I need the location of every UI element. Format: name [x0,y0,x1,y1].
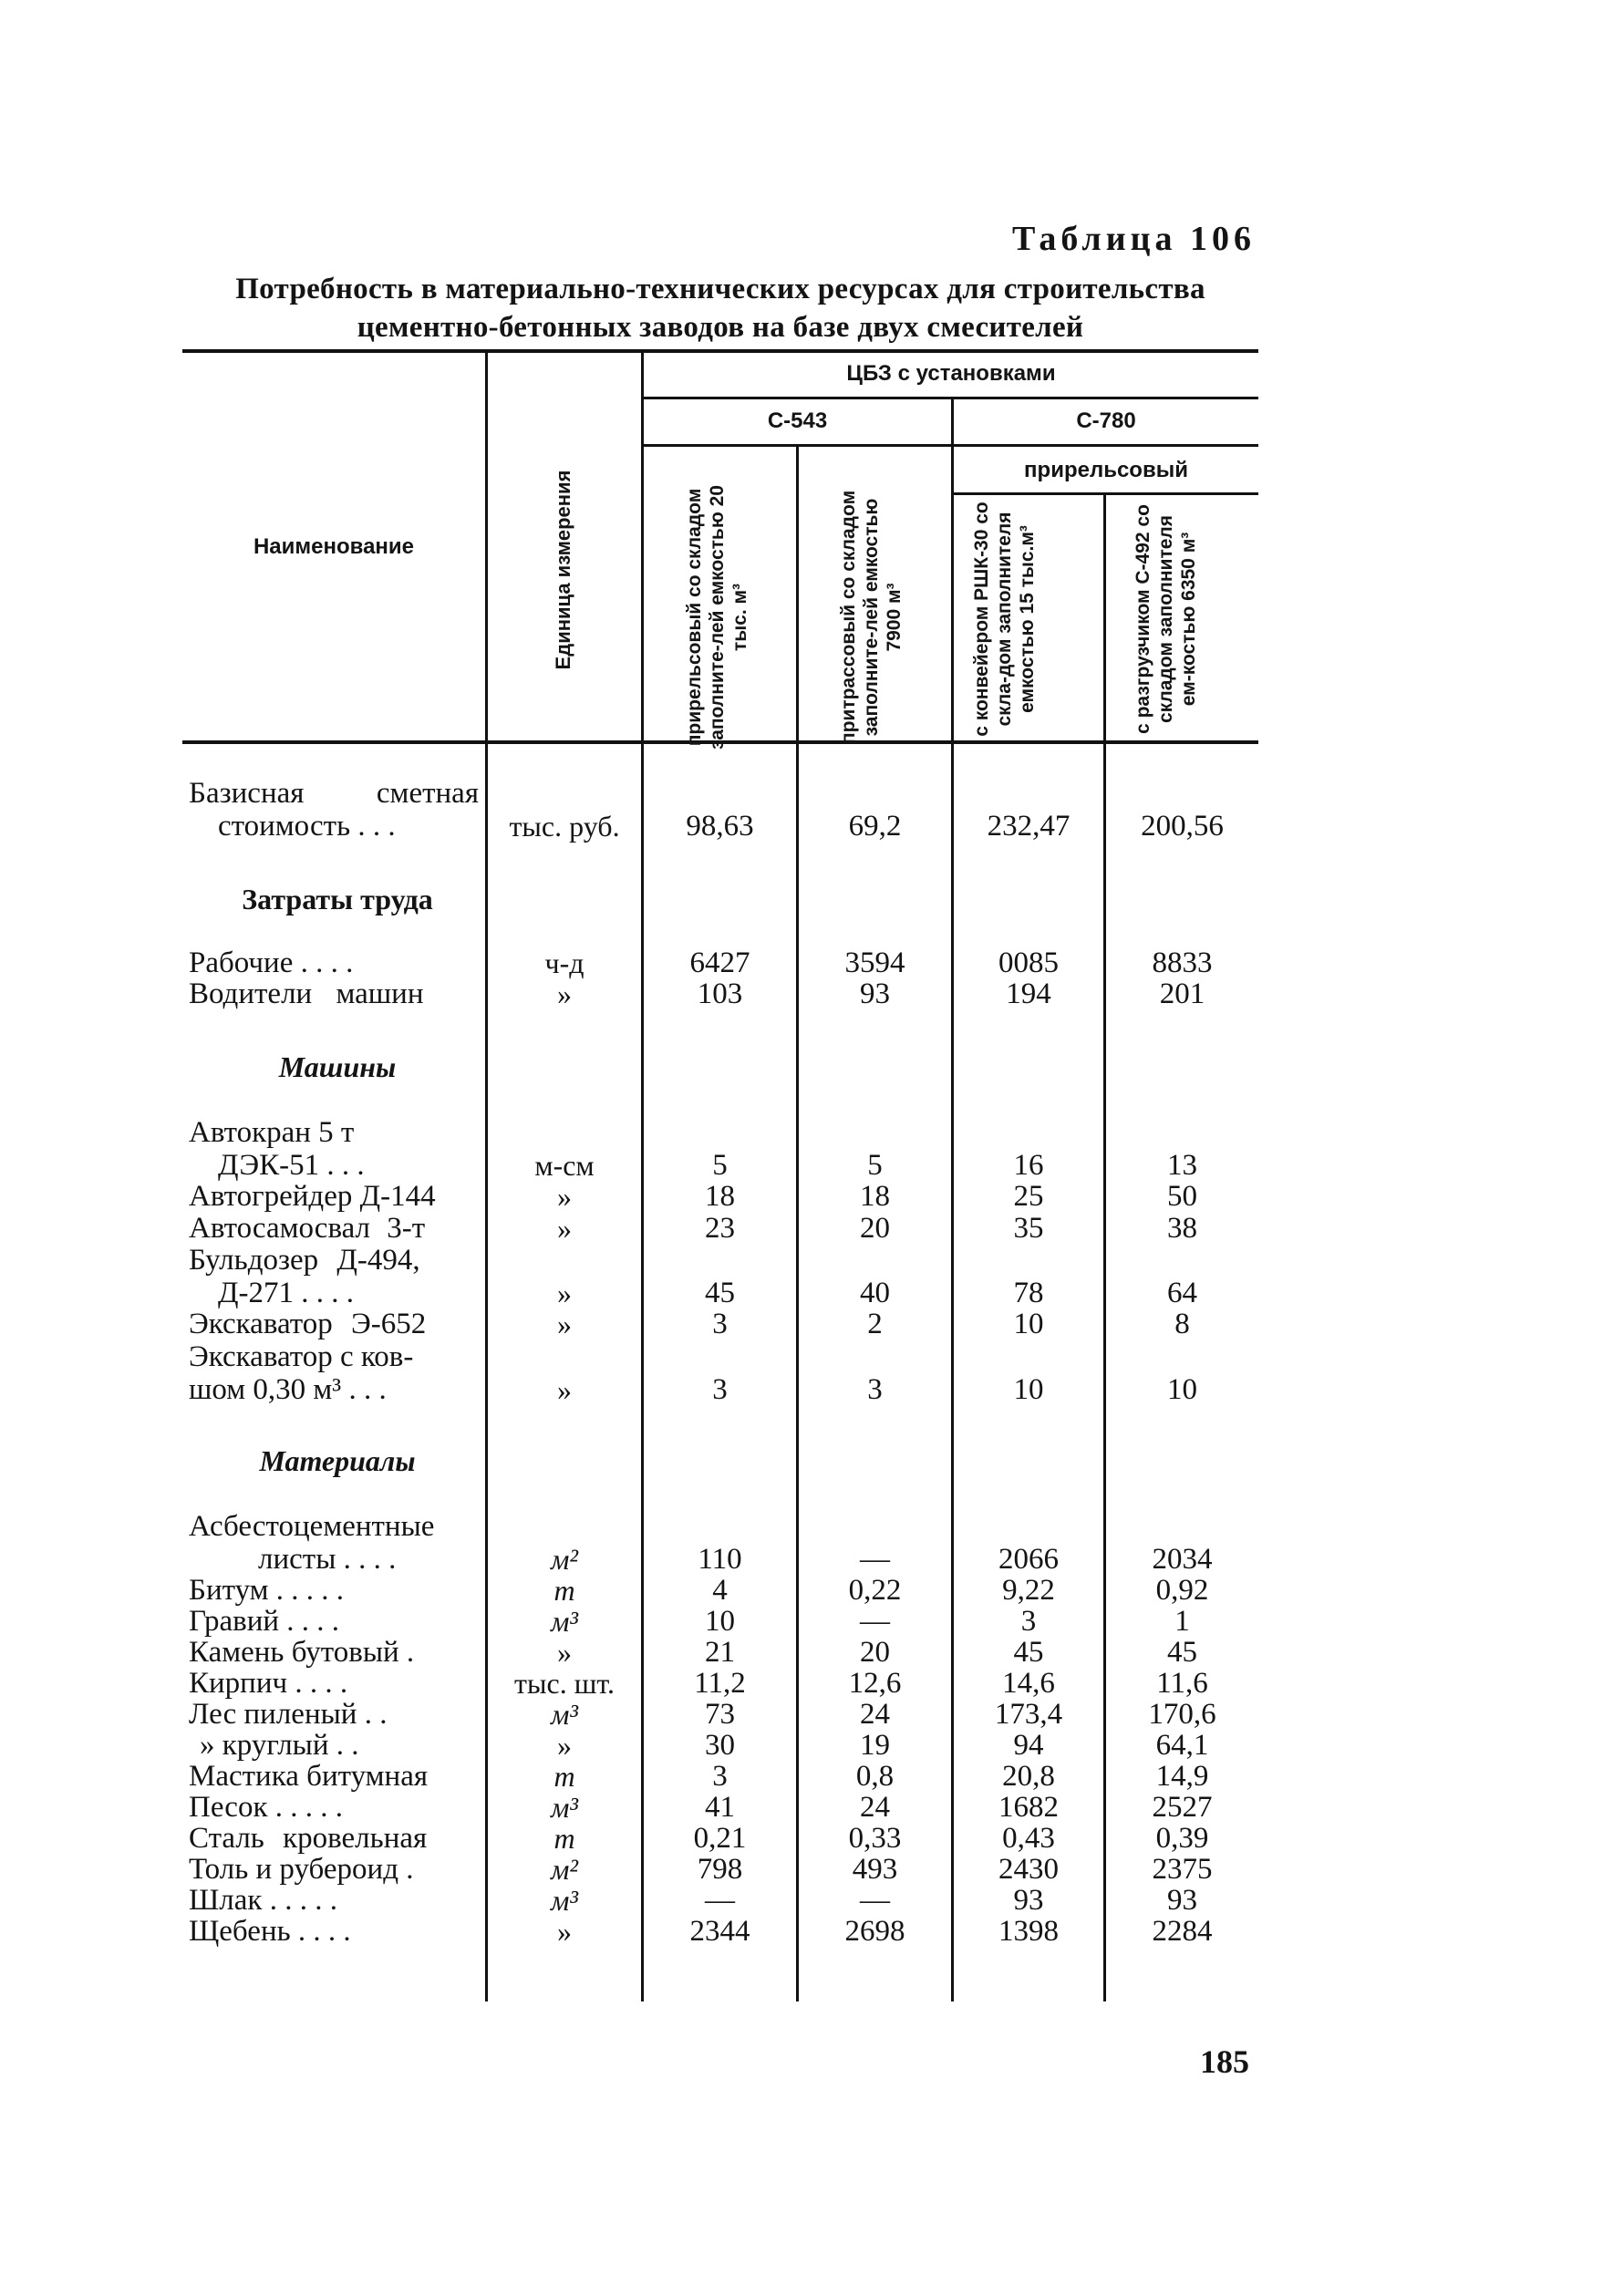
cell-rubble-3: 45 [1013,1636,1044,1669]
cell-crane-2: 5 [867,1149,883,1182]
cell-base-cost-2: 69,2 [848,810,902,843]
row-name-rubble: Камень бутовый . [189,1636,415,1669]
row-name-excavator1: Экскаватор Э-652 [189,1308,427,1340]
cell-rubble-4: 45 [1167,1636,1197,1669]
row-name-dumptruck: Автосамосвал 3-т [189,1212,426,1245]
row-name-slag: Шлак . . . . . [189,1884,337,1917]
cell-crushed-4: 2284 [1152,1915,1213,1948]
row-name-asbestos: Асбестоцементные листы . . . . [189,1510,435,1576]
section-machines: Машины [278,1050,397,1083]
row-name-crushed: Щебень . . . . [189,1915,351,1948]
cell-roofing-3: 2430 [998,1853,1059,1886]
header-sub2: С-780 [1076,409,1136,433]
cell-slag-4: 93 [1167,1884,1197,1917]
cell-rubble-1: 21 [705,1636,735,1669]
header-sub2-type: прирельсовый [1024,458,1188,482]
cell-brick-3: 14,6 [1002,1667,1055,1700]
cell-bulldozer-2: 40 [860,1277,890,1309]
cell-sand-2: 24 [860,1791,890,1824]
cell-drivers-3: 194 [1006,977,1051,1010]
cell-workers-2: 3594 [844,946,905,979]
cell-sand-4: 2527 [1152,1791,1213,1824]
cell-dumptruck-3: 35 [1013,1212,1044,1245]
cell-excavator2-1: 3 [712,1373,728,1406]
unit-bulldozer: » [557,1277,572,1309]
cell-logs-4: 64,1 [1155,1729,1209,1762]
cell-base-cost-3: 232,47 [987,810,1071,843]
unit-rubble: » [557,1636,572,1669]
unit-slag: м³ [550,1884,578,1917]
cell-steel-3: 0,43 [1002,1822,1055,1855]
cell-excavator2-3: 10 [1013,1373,1044,1406]
cell-lumber-2: 24 [860,1698,890,1731]
cell-workers-1: 6427 [689,946,750,979]
row-name-gravel: Гравий . . . . [189,1605,340,1638]
unit-steel: т [553,1822,575,1855]
top-rule [182,349,1258,353]
cell-logs-2: 19 [860,1729,890,1762]
unit-excavator2: » [557,1373,572,1406]
row-name-mastic: Мастика битумная [189,1760,429,1793]
cell-lumber-4: 170,6 [1148,1698,1216,1731]
cell-crane-3: 16 [1013,1149,1044,1182]
title-line-2: цементно-бетонных заводов на базе двух смесителей [357,311,1084,344]
header-col2: притрассовый со складом заполните-лей емкостью 7900 м³ [838,490,905,745]
cell-dumptruck-4: 38 [1167,1212,1197,1245]
cell-workers-4: 8833 [1152,946,1213,979]
cell-grader-2: 18 [860,1180,890,1213]
unit-base-cost: тыс. руб. [509,810,620,843]
cell-base-cost-1: 98,63 [686,810,754,843]
cell-base-cost-4: 200,56 [1141,810,1224,843]
row-name-workers: Рабочие . . . . [189,946,354,979]
cell-drivers-4: 201 [1159,977,1205,1010]
unit-excavator1: » [557,1308,572,1340]
cell-crushed-2: 2698 [844,1915,905,1948]
cell-bitumen-1: 4 [712,1574,728,1607]
cell-sand-1: 41 [705,1791,735,1824]
cell-grader-1: 18 [705,1180,735,1213]
cell-dumptruck-1: 23 [705,1212,735,1245]
unit-sand: м³ [550,1791,578,1824]
row-name-sand: Песок . . . . . [189,1791,343,1824]
unit-asbestos: м² [550,1543,578,1576]
cell-slag-2: — [860,1884,890,1917]
cell-sand-3: 1682 [998,1791,1059,1824]
cell-gravel-4: 1 [1174,1605,1190,1638]
title-line-1: Потребность в материально-технических ресурсах для строительства [235,273,1205,305]
cell-roofing-4: 2375 [1152,1853,1213,1886]
row-name-crane: Автокран 5 т ДЭК-51 . . . [189,1116,365,1182]
unit-workers: ч-д [544,946,584,979]
cell-workers-3: 0085 [998,946,1059,979]
cell-bulldozer-4: 64 [1167,1277,1197,1309]
cell-bitumen-2: 0,22 [848,1574,902,1607]
row-name-bulldozer: Бульдозер Д-494, Д-271 . . . . [189,1244,420,1309]
unit-mastic: т [553,1760,575,1793]
header-group: ЦБЗ с установками [846,361,1056,386]
cell-mastic-2: 0,8 [855,1760,895,1793]
cell-drivers-2: 93 [860,977,890,1010]
unit-logs: » [557,1729,572,1762]
cell-roofing-1: 798 [697,1853,743,1886]
row-name-brick: Кирпич . . . . [189,1667,348,1700]
cell-grader-4: 50 [1167,1180,1197,1213]
cell-lumber-1: 73 [705,1698,735,1731]
cell-asbestos-1: 110 [698,1543,742,1576]
cell-steel-4: 0,39 [1155,1822,1209,1855]
row-name-base-cost: Базисная сметная стоимость . . . [189,777,479,843]
unit-dumptruck: » [557,1212,572,1245]
page-number: 185 [1200,2043,1249,2080]
table-title [182,270,1258,346]
row-name-steel: Сталь кровельная [189,1822,428,1855]
cell-excavator2-4: 10 [1167,1373,1197,1406]
cell-crane-4: 13 [1167,1149,1197,1182]
unit-grader: » [557,1180,572,1213]
cell-logs-1: 30 [705,1729,735,1762]
cell-crushed-3: 1398 [998,1915,1059,1948]
header-unit: Единица измерения [552,470,574,670]
unit-crushed: » [557,1915,572,1948]
row-name-roofing: Толь и рубероид . [189,1853,414,1886]
cell-brick-1: 11,2 [694,1667,746,1700]
cell-slag-1: — [705,1884,735,1917]
cell-excavator1-4: 8 [1174,1308,1190,1340]
cell-excavator1-2: 2 [867,1308,883,1340]
cell-steel-1: 0,21 [693,1822,747,1855]
cell-bulldozer-1: 45 [705,1277,735,1309]
cell-drivers-1: 103 [697,977,743,1010]
cell-mastic-1: 3 [712,1760,728,1793]
section-materials: Материалы [259,1444,416,1477]
cell-roofing-2: 493 [852,1853,898,1886]
row-name-grader: Автогрейдер Д-144 [189,1180,436,1213]
row-name-lumber: Лес пиленый . . [189,1698,388,1731]
cell-gravel-1: 10 [705,1605,735,1638]
header-col3: с конвейером РШК-30 со скла-дом заполнителя емкостью 15 тыс.м³ [971,502,1038,737]
cell-asbestos-3: 2066 [998,1543,1059,1576]
cell-logs-3: 94 [1013,1729,1044,1762]
cell-dumptruck-2: 20 [860,1212,890,1245]
cell-mastic-3: 20,8 [1002,1760,1055,1793]
table-label: Таблица 106 [1011,220,1256,258]
row-name-logs: » круглый . . [200,1729,359,1762]
cell-bitumen-3: 9,22 [1002,1574,1055,1607]
unit-lumber: м³ [550,1698,578,1731]
cell-asbestos-2: — [860,1543,890,1576]
unit-bitumen: т [553,1574,575,1607]
row-name-excavator2: Экскаватор с ков- шом 0,30 м³ . . . [189,1340,414,1406]
cell-bitumen-4: 0,92 [1155,1574,1209,1607]
cell-lumber-3: 173,4 [994,1698,1063,1731]
section-labor: Затраты труда [242,883,433,915]
row-name-bitumen: Битум . . . . . [189,1574,345,1607]
unit-roofing: м² [550,1853,578,1886]
cell-crane-1: 5 [712,1149,728,1182]
cell-slag-3: 93 [1013,1884,1044,1917]
cell-excavator1-3: 10 [1013,1308,1044,1340]
cell-brick-4: 11,6 [1156,1667,1208,1700]
cell-bulldozer-3: 78 [1013,1277,1044,1309]
header-col1: прирельсовый со складом заполните-лей емкостью 20 тыс. м³ [684,485,750,750]
header-name: Наименование [253,534,415,559]
cell-mastic-4: 14,9 [1155,1760,1209,1793]
cell-gravel-3: 3 [1020,1605,1037,1638]
cell-steel-2: 0,33 [848,1822,902,1855]
unit-drivers: » [557,977,572,1010]
row-name-drivers: Водители машин [189,977,424,1010]
unit-brick: тыс. шт. [514,1667,615,1700]
cell-gravel-2: — [860,1605,890,1638]
cell-excavator2-2: 3 [867,1373,883,1406]
header-col4: с разгрузчиком С-492 со складом заполнителя ем-костью 6350 м³ [1133,504,1199,734]
cell-rubble-2: 20 [860,1636,890,1669]
cell-asbestos-4: 2034 [1152,1543,1213,1576]
header-sub1: С-543 [767,409,828,433]
cell-crushed-1: 2344 [689,1915,750,1948]
unit-gravel: м³ [550,1605,578,1638]
cell-grader-3: 25 [1013,1180,1044,1213]
cell-excavator1-1: 3 [712,1308,728,1340]
cell-brick-2: 12,6 [848,1667,902,1700]
unit-crane: м-см [534,1149,595,1182]
